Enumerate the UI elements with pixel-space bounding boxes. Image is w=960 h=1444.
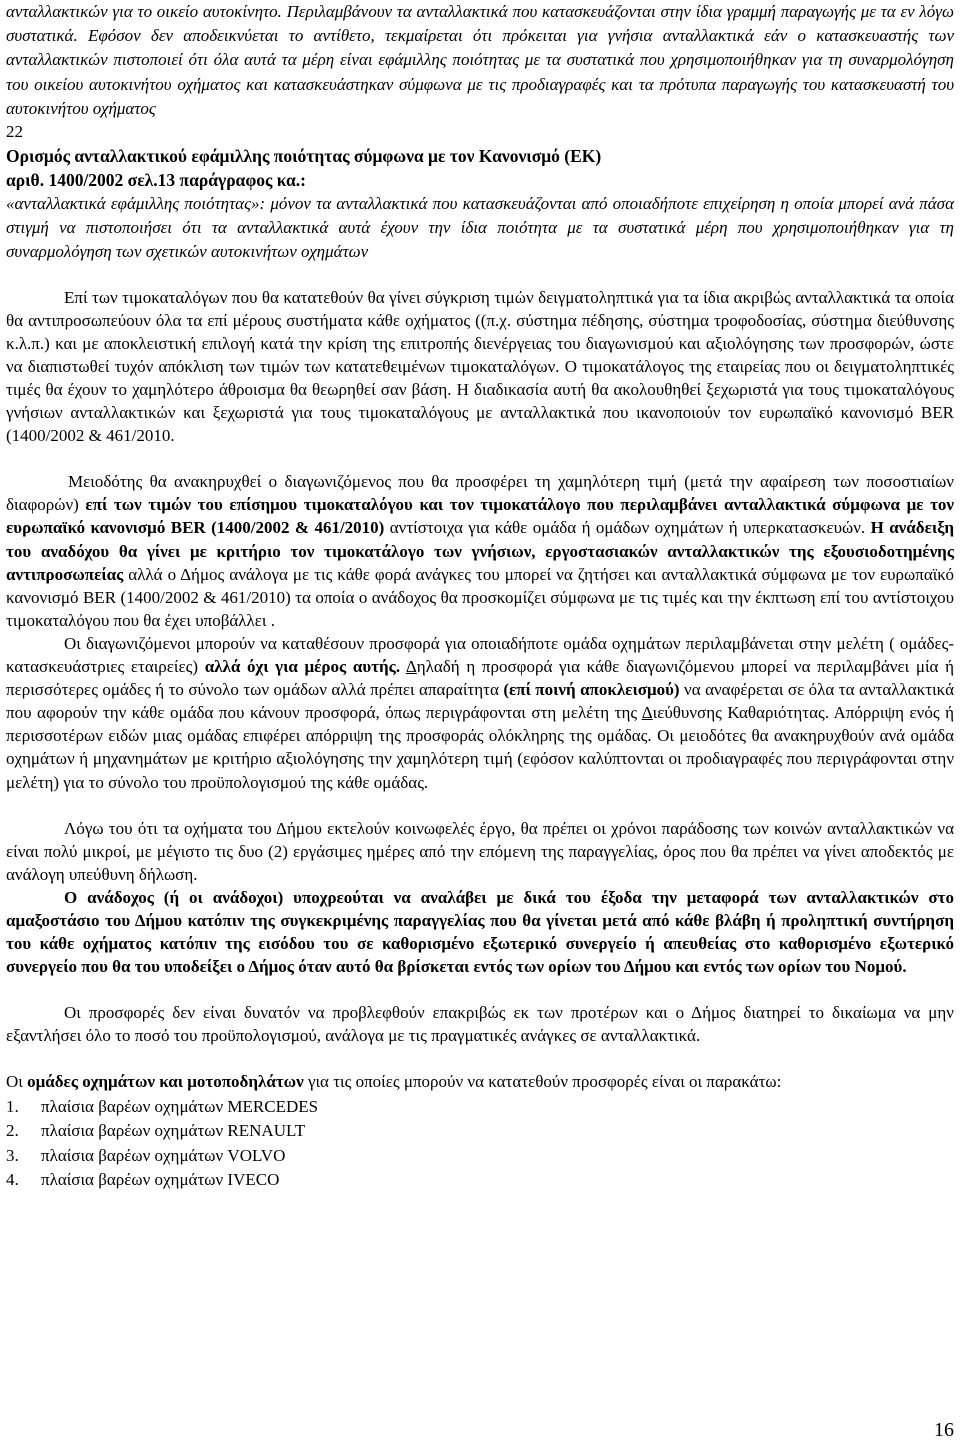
group-offers-underline-2: Δ: [641, 703, 653, 723]
vehicle-groups-bold: ομάδες οχημάτων και μοτοποδηλάτων: [27, 1072, 304, 1092]
lowest-bidder-text-1: Μειοδότης θα ανακηρυχθεί ο διαγωνιζόμενος που θα προσφέρει τη χαμηλότερη τιμή (μετά την αφαίρεση των ποσοστιαίων διαφορών): [6, 472, 954, 515]
group-offers-bold-1: αλλά όχι για μέρος αυτής.: [204, 657, 401, 677]
list-item-number: 4.: [6, 1170, 19, 1190]
list-item-text: πλαίσια βαρέων οχημάτων RENAULT: [41, 1121, 306, 1141]
definition-paragraph: «ανταλλακτικά εφάμιλλης ποιότητας»: μόνον τα ανταλλακτικά που κατασκευάζονται από οποιαδήποτε επιχείρηση η οποία μπορεί ανά πάσα στιγμή να πιστοποιήσει ότι τα ανταλλακτικά αυτά έχουν την ίδια ποιότητα με τα συστατικά μέρη που χρησιμοποιήθηκαν για τη συναρμολόγηση των σχετικών αυτοκινήτων οχημάτων: [6, 194, 954, 262]
list-item-number: 1.: [6, 1096, 19, 1116]
group-offers-text-4: να αναφέρεται σε όλα τα ανταλλακτικά που αφορούν την κάθε ομάδα που κάνουν προσφορά, όπως περιγράφονται στη μελέτη της: [6, 680, 954, 723]
group-offers-text-5: ιεύθυνσης Καθαριότητας. Απόρριψη ενός ή περισσοτέρων ειδών μιας ομάδας επιφέρει απόρριψη της προσφοράς ολόκληρης της ομάδας. Οι μειοδότες θα ανακηρυχθούν ανά ομάδα οχημάτων ή μηχανημάτων με κριτήριο αξιολόγησης την χαμηλότερη τιμή (εφόσον καλύπτονται οι προδιαγραφές που περιγράφονται στην μελέτη) για το σύνολο του προϋπολογισμού της κάθε ομάδας.: [6, 703, 954, 792]
list-item: [6, 1144, 954, 1169]
paragraph-price-comparison-text: Επί των τιμοκαταλόγων που θα κατατεθούν θα γίνει σύγκριση τιμών δειγματοληπτικά για τα ίδια ακριβώς ανταλλακτικά τα οποία θα αντιπροσωπεύουν όλα τα επί μέρους συστήματα κάθε οχήματος ((π.χ. σύστημα πέδησης, σύστημα τροφοδοσίας, σύστημα διεύθυνσης κ.λ.π.) και με αποκλειστική επιλογή κατά την κρίση της επιτροπής διενέργειας του διαγωνισμού και αξιολόγησης των προσφορών, ώστε να διαπιστωθεί τυχόν απόκλιση των τιμών των κατατεθειμένων τιμοκαταλόγων. Ο τιμοκατάλογος της εταιρείας που οι δειγματοληπτικές τιμές θα έχουν το χαμηλότερο άθροισμα θα θεωρηθεί σαν βάση. Η διαδικασία αυτή θα ακολουθηθεί ξεχωριστά για τους τιμοκαταλόγους γνήσιων ανταλλακτικών και ξεχωριστά για τους τιμοκαταλόγους με ανταλλακτικά που ικανοποιούν τον ευρωπαϊκό κανονισμό BER (1400/2002 & 461/2010.: [6, 287, 954, 446]
list-item-text: πλαίσια βαρέων οχημάτων VOLVO: [41, 1145, 286, 1165]
list-item: [6, 1119, 954, 1144]
lowest-bidder-text-2: αντίστοιχα για κάθε ομάδα ή ομάδων οχημάτων ή υπερκατασκευών.: [384, 518, 871, 538]
paragraph-vehicle-groups: [6, 1070, 954, 1093]
paragraph-delivery-time: [6, 817, 954, 886]
budget-right-text: Οι προσφορές δεν είναι δυνατόν να προβλεφθούν επακριβώς εκ των προτέρων και ο Δήμος διατηρεί το δικαίωμα να μην εξαντλήσει όλο το ποσό του προϋπολογισμού, ανάλογα με τις πραγματικές ανάγκες σε ανταλλακτικά.: [6, 1003, 954, 1046]
vehicle-groups-text-2: για τις οποίες μπορούν να κατατεθούν προσφορές είναι οι παρακάτω:: [303, 1072, 782, 1092]
transport-obligation-bold: Ο ανάδοχος (ή οι ανάδοχοι) υποχρεούται να αναλάβει με δικά του έξοδα την μεταφορά των ανταλλακτικών στο αμαξοστάσιο του Δήμου κατόπιν της συγκεκριμένης παραγγελίας που θα γίνεται μετά από κάθε βλάβη ή προληπτική συντήρηση του κάθε οχήματος κατόπιν της εισόδου του σε καθορισμένο εξωτερικό συνεργείο ή απευθείας στο καθορισμένο εξωτερικό συνεργείο που θα του υποδείξει ο Δήμος όταν αυτό θα βρίσκεται εντός των ορίων του Δήμου και εντός των ορίων του Νομού.: [6, 887, 954, 977]
definition-heading-line-2: αριθ. 1400/2002 σελ.13 παράγραφος κα.:: [6, 170, 306, 191]
lowest-bidder-bold-1: επί των τιμών του επίσημου τιμοκαταλόγου και τον τιμοκατάλογο που περιλαμβάνει ανταλλακτικά σύμφωνα με τον ευρωπαϊκό κανονισμό BER (1400/2002 & 461/2010): [6, 495, 955, 538]
paragraph-group-offers: [6, 632, 954, 794]
page-number: 16: [934, 1419, 954, 1441]
reference-number: 22: [6, 122, 23, 142]
list-item: [6, 1168, 954, 1193]
list-item-text: πλαίσια βαρέων οχημάτων IVECO: [41, 1170, 280, 1190]
vehicle-group-list: [6, 1095, 954, 1193]
intro-paragraph: ανταλλακτικών για το οικείο αυτοκίνητο. Περιλαμβάνουν τα ανταλλακτικά που κατασκευάζονται στην ίδια γραμμή παραγωγής με τα εν λόγω συστατικά. Εφόσον δεν αποδεικνύεται το αντίθετο, τεκμαίρεται ότι πρόκειται για γνήσια ανταλλακτικά εάν ο κατασκευαστής των ανταλλακτικών πιστοποιεί ότι όλα αυτά τα μέρη είναι εφάμιλλης ποιότητας με τα συστατικά που χρησιμοποιήθηκαν για τη συναρμολόγηση του οικείου αυτοκινήτου οχήματος και κατασκευάστηκαν σύμφωνα με τις προδιαγραφές και τα πρότυπα παραγωγής του κατασκευαστή του αυτοκινήτου οχήματος: [6, 2, 954, 118]
vehicle-groups-text-1: Οι: [6, 1072, 28, 1092]
paragraph-price-comparison: [6, 286, 954, 448]
lowest-bidder-text-3: αλλά ο Δήμος ανάλογα με τις κάθε φορά ανάγκες του μπορεί να ζητήσει και ανταλλακτικά σύμφωνα με τον ευρωπαϊκό κανονισμό BER (1400/2002 & 461/2010) τα οποία ο ανάδοχος θα προσκομίζει σύμφωνα με τις τιμές και την έκπτωση επί του αντίστοιχου τιμοκαταλόγου που θα έχει υποβάλλει .: [6, 564, 954, 630]
paragraph-lowest-bidder: [6, 470, 954, 632]
group-offers-bold-2: (επί ποινή αποκλεισμού): [503, 680, 680, 700]
paragraph-budget-right: [6, 1001, 954, 1047]
definition-heading-line-1: Ορισμός ανταλλακτικού εφάμιλλης ποιότητας σύμφωνα με τον Κανονισμό (ΕΚ): [6, 146, 602, 167]
group-offers-underline-1: Δ: [405, 657, 417, 677]
paragraph-transport-obligation: [6, 886, 954, 978]
delivery-time-text: Λόγω του ότι τα οχήματα του Δήμου εκτελούν κοινωφελές έργο, θα πρέπει οι χρόνοι παράδοσης των κοινών ανταλλακτικών να είναι πολύ μικροί, με μέγιστο τις δυο (2) εργάσιμες ημέρες από την επόμενη της παραγγελίας, όρος που θα πρέπει να γίνει αποδεκτός με ανάλογη υπεύθυνη δήλωση.: [6, 818, 954, 884]
group-offers-text-1: Οι διαγωνιζόμενοι μπορούν να καταθέσουν προσφορά για οποιαδήποτε ομάδα οχημάτων περιλαμβάνεται στην μελέτη ( ομάδες-κατασκευάστριες εταιρείες): [6, 633, 954, 677]
group-offers-text-3: ηλαδή η προσφορά για κάθε διαγωνιζόμενου μπορεί να περιλαμβάνει μία ή περισσότερες ομάδες ή το σύνολο των ομάδων αλλά πρέπει απαραίτητα: [6, 657, 954, 700]
list-item-number: 3.: [6, 1145, 19, 1165]
list-item: [6, 1095, 954, 1120]
list-item-number: 2.: [6, 1121, 19, 1141]
lowest-bidder-bold-2: Η ανάδειξη του αναδόχου θα γίνει με κριτήριο τον τιμοκατάλογο των γνήσιων, εργοστασιακών ανταλλακτικών της εξουσιοδοτημένης αντιπροσωπείας: [6, 518, 954, 584]
list-item-text: πλαίσια βαρέων οχημάτων MERCEDES: [41, 1096, 319, 1116]
